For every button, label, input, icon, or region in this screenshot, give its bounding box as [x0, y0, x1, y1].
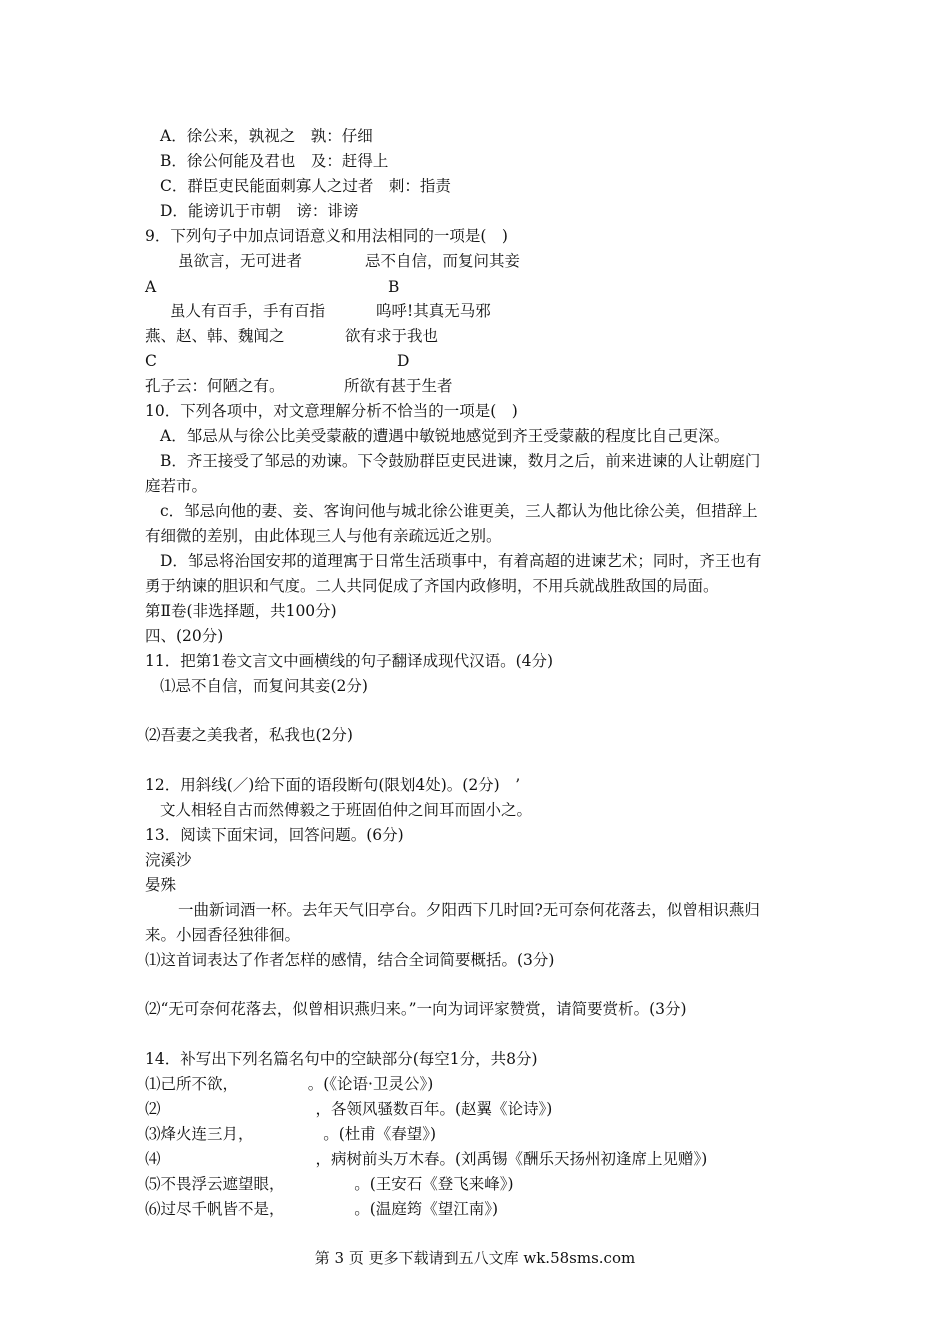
q9-label-d: D — [397, 352, 410, 370]
q11-part2: ⑵吾妻之美我者，私我也(2分) — [145, 726, 353, 744]
q12-stem: 12．用斜线(／)给下面的语段断句(限划4处)。(2分) ’ — [145, 776, 521, 794]
q10-option-b-line1: B．齐王接受了邹忌的劝谏。下令鼓励群臣吏民进谏，数月之后，前来进谏的人让朝庭门 — [160, 452, 761, 470]
q9-b-sentence2: 呜呼!其真无马邪 — [376, 302, 491, 320]
q10-option-a: A．邹忌从与徐公比美受蒙蔽的遭遇中敏锐地感觉到齐王受蒙蔽的程度比自己更深。 — [160, 427, 730, 445]
q9-d-sentence1: 欲有求于我也 — [345, 327, 439, 345]
q9-stem: 9．下列句子中加点词语意义和用法相同的一项是( ) — [145, 227, 508, 245]
page-footer: 第 3 页 更多下载请到五八文库 wk.58sms.com — [314, 1249, 636, 1267]
q14-item6: ⑹过尽千帆皆不是， 。(温庭筠《望江南》) — [145, 1200, 499, 1218]
q9-c-sentence2: 孔子云：何陋之有。 — [145, 377, 285, 395]
q8-option-b: B．徐公何能及君也 及：赶得上 — [160, 152, 389, 170]
q11-stem: 11．把第1卷文言文中画横线的句子翻译成现代汉语。(4分) — [145, 652, 554, 670]
q9-label-a: A — [145, 278, 157, 296]
q10-option-c-line2: 有细微的差别，由此体现三人与他有亲疏远近之别。 — [145, 527, 502, 545]
poem-title: 浣溪沙 — [145, 851, 192, 869]
q8-option-d: D．能谤讥于市朝 谤：诽谤 — [160, 202, 359, 220]
q9-label-c: C — [145, 352, 157, 370]
q13-part2: ⑵“无可奈何花落去，似曾相识燕归来。”一向为词评家赞赏，请简要赏析。(3分) — [145, 1000, 687, 1018]
q9-d-sentence2: 所欲有甚于生者 — [344, 377, 453, 395]
q8-option-a: A．徐公来，孰视之 孰：仔细 — [160, 127, 373, 145]
q9-c-sentence1: 燕、赵、韩、魏闻之 — [145, 327, 285, 345]
q14-stem: 14．补写出下列名篇名句中的空缺部分(每空1分，共8分) — [145, 1050, 538, 1068]
q10-option-d-line1: D．邹忌将治国安邦的道理寓于日常生活琐事中，有着高超的进谏艺术；同时，齐王也有 — [160, 552, 762, 570]
q9-label-b: B — [388, 278, 400, 296]
q14-item2: ⑵ ，各领风骚数百年。(赵翼《论诗》) — [145, 1100, 553, 1118]
q11-part1: ⑴忌不自信，而复问其妾(2分) — [160, 677, 368, 695]
poem-text-line2: 来。小园香径独徘徊。 — [145, 926, 301, 944]
poem-text-line1: 一曲新词酒一杯。去年天气旧亭台。夕阳西下几时回?无可奈何花落去，似曾相识燕归 — [178, 901, 760, 919]
q10-stem: 10．下列各项中，对文意理解分析不恰当的一项是( ) — [145, 402, 518, 420]
q8-option-c: C．群臣吏民能面刺寡人之过者 刺：指责 — [160, 177, 451, 195]
q12-passage: 文人相轻自古而然傅毅之于班固伯仲之间耳而固小之。 — [160, 801, 533, 819]
q10-option-c-line1: c．邹忌向他的妻、妾、客询问他与城北徐公谁更美，三人都认为他比徐公美，但措辞上 — [160, 502, 758, 520]
q14-item3: ⑶烽火连三月， 。(杜甫《春望》) — [145, 1125, 437, 1143]
q14-item4: ⑷ ，病树前头万木春。(刘禹锡《酬乐天扬州初逢席上见赠》) — [145, 1150, 708, 1168]
q14-item1: ⑴己所不欲， 。(《论语·卫灵公》) — [145, 1075, 434, 1093]
q13-part1: ⑴这首词表达了作者怎样的感情，结合全词简要概括。(3分) — [145, 951, 555, 969]
q9-b-sentence1: 忌不自信，而复问其妾 — [365, 252, 521, 270]
q14-item5: ⑸不畏浮云遮望眼， 。(王安石《登飞来峰》) — [145, 1175, 514, 1193]
q9-a-sentence2: 虽人有百手，手有百指 — [170, 302, 326, 320]
section4-heading: 四、(20分) — [145, 627, 224, 645]
q10-option-d-line2: 勇于纳谏的胆识和气度。二人共同促成了齐国内政修明，不用兵就战胜敌国的局面。 — [145, 577, 719, 595]
part2-heading: 第Ⅱ卷(非选择题，共100分) — [145, 602, 337, 620]
q10-option-b-line2: 庭若市。 — [145, 477, 208, 495]
q9-a-sentence1: 虽欲言，无可进者 — [178, 252, 303, 270]
q13-stem: 13．阅读下面宋词，回答问题。(6分) — [145, 826, 404, 844]
poem-author: 晏殊 — [145, 876, 177, 894]
